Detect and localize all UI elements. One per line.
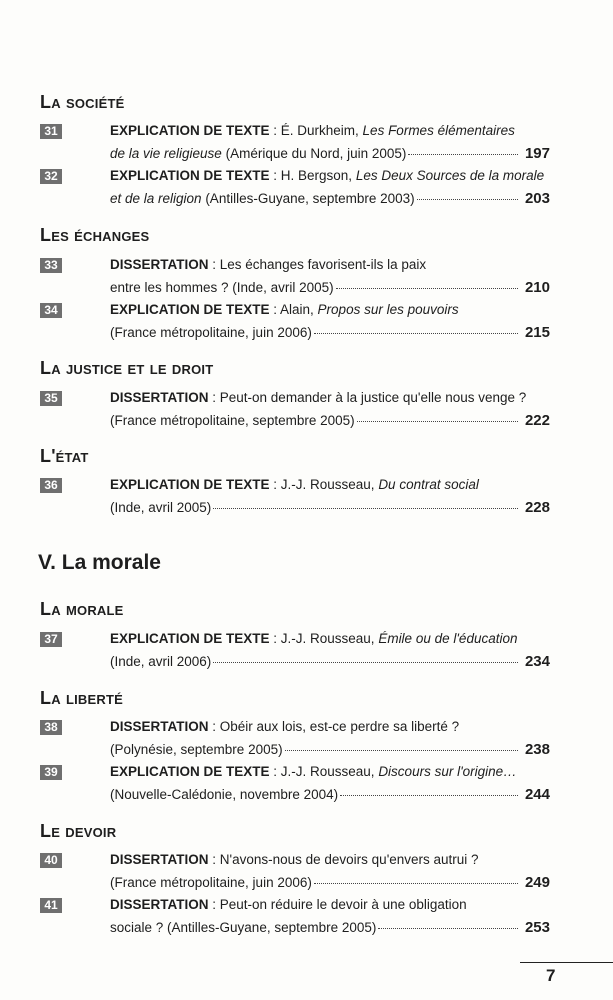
subject-number: 35 xyxy=(40,391,62,406)
dot-leader xyxy=(314,882,518,884)
entry-page: 244 xyxy=(524,786,550,803)
footer-rule xyxy=(520,962,613,963)
toc-entry[interactable] xyxy=(110,893,550,939)
toc-entry[interactable] xyxy=(110,715,550,761)
entry-text: : J.-J. Rousseau, xyxy=(269,477,379,492)
entry-kind: EXPLICATION DE TEXTE xyxy=(110,123,270,138)
dot-leader xyxy=(340,794,518,796)
subject-number: 32 xyxy=(40,169,62,184)
subject-number: 38 xyxy=(40,720,62,735)
section-heading: La société xyxy=(40,92,125,112)
entry-page: 238 xyxy=(524,741,550,758)
entry-work-title: Les Deux Sources de la morale xyxy=(355,168,545,183)
entry-text: : H. Bergson, xyxy=(269,168,356,183)
entry-source: (Inde, avril 2006) xyxy=(110,654,212,669)
entry-text: : Peut-on réduire le devoir à une obligation xyxy=(208,897,467,912)
entry-text: : J.-J. Rousseau, xyxy=(269,631,379,646)
entry-page: 197 xyxy=(524,145,550,162)
part-title: V. La morale xyxy=(38,551,161,574)
entry-text: : J.-J. Rousseau, xyxy=(269,764,379,779)
toc-entry[interactable] xyxy=(110,473,550,519)
entry-text: : Peut-on demander à la justice qu'elle nous venge ? xyxy=(208,390,527,405)
entry-work-title: Les Formes élémentaires xyxy=(362,123,515,138)
subject-number: 33 xyxy=(40,258,62,273)
entry-text: : É. Durkheim, xyxy=(269,123,363,138)
toc-entry[interactable] xyxy=(110,386,550,432)
entry-kind: EXPLICATION DE TEXTE xyxy=(110,477,270,492)
section-heading: Les échanges xyxy=(40,225,150,245)
entry-kind: EXPLICATION DE TEXTE xyxy=(110,168,270,183)
entry-work-title: Émile ou de l'éducation xyxy=(378,631,518,646)
entry-page: 249 xyxy=(524,874,550,891)
entry-kind: DISSERTATION xyxy=(110,390,209,405)
entry-kind: EXPLICATION DE TEXTE xyxy=(110,631,270,646)
toc-entry[interactable] xyxy=(110,848,550,894)
entry-kind: EXPLICATION DE TEXTE xyxy=(110,302,270,317)
dot-leader xyxy=(336,287,518,289)
entry-work-title: Propos sur les pouvoirs xyxy=(317,302,459,317)
subject-number: 37 xyxy=(40,632,62,647)
toc-entry[interactable] xyxy=(110,760,550,806)
dot-leader xyxy=(417,198,518,200)
entry-kind: DISSERTATION xyxy=(110,257,209,272)
entry-source: (Nouvelle-Calédonie, novembre 2004) xyxy=(110,787,339,802)
section-heading: La liberté xyxy=(40,688,123,708)
entry-source: entre les hommes ? (Inde, avril 2005) xyxy=(110,280,334,295)
entry-page: 215 xyxy=(524,324,550,341)
dot-leader xyxy=(357,420,518,422)
entry-work-title-cont: et de la religion xyxy=(110,191,202,206)
section-heading: Le devoir xyxy=(40,821,117,841)
subject-number: 39 xyxy=(40,765,62,780)
subject-number: 36 xyxy=(40,478,62,493)
entry-page: 210 xyxy=(524,279,550,296)
dot-leader xyxy=(314,332,518,334)
entry-source: (Inde, avril 2005) xyxy=(110,500,212,515)
subject-number: 31 xyxy=(40,124,62,139)
entry-work-title: Discours sur l'origine… xyxy=(378,764,517,779)
entry-text: : Obéir aux lois, est-ce perdre sa liberté ? xyxy=(208,719,460,734)
entry-source: sociale ? (Antilles-Guyane, septembre 2005) xyxy=(110,920,377,935)
subject-number: 41 xyxy=(40,898,62,913)
entry-text: : Alain, xyxy=(269,302,318,317)
subject-number: 40 xyxy=(40,853,62,868)
page-number: 7 xyxy=(546,966,556,985)
entry-source: (France métropolitaine, juin 2006) xyxy=(110,325,312,340)
entry-source: (Amérique du Nord, juin 2005) xyxy=(221,146,407,161)
entry-source: (France métropolitaine, septembre 2005) xyxy=(110,413,355,428)
dot-leader xyxy=(408,153,518,155)
entry-kind: DISSERTATION xyxy=(110,897,209,912)
entry-page: 234 xyxy=(524,653,550,670)
dot-leader xyxy=(378,927,518,929)
entry-source: (France métropolitaine, juin 2006) xyxy=(110,875,312,890)
section-heading: La justice et le droit xyxy=(40,358,214,378)
subject-number: 34 xyxy=(40,303,62,318)
entry-source: (Polynésie, septembre 2005) xyxy=(110,742,283,757)
toc-entry[interactable] xyxy=(110,627,550,673)
toc-entry[interactable] xyxy=(110,164,550,210)
section-heading: La morale xyxy=(40,599,124,619)
entry-text: : Les échanges favorisent-ils la paix xyxy=(208,257,427,272)
section-heading: L'état xyxy=(40,446,89,466)
entry-kind: DISSERTATION xyxy=(110,719,209,734)
entry-page: 253 xyxy=(524,919,550,936)
entry-page: 203 xyxy=(524,190,550,207)
entry-text: : N'avons-nous de devoirs qu'envers autrui ? xyxy=(208,852,479,867)
dot-leader xyxy=(213,507,518,509)
dot-leader xyxy=(213,661,518,663)
entry-work-title: Du contrat social xyxy=(378,477,479,492)
dot-leader xyxy=(285,749,518,751)
toc-entry[interactable] xyxy=(110,253,550,299)
toc-entry[interactable] xyxy=(110,119,550,165)
entry-page: 222 xyxy=(524,412,550,429)
entry-page: 228 xyxy=(524,499,550,516)
toc-entry[interactable] xyxy=(110,298,550,344)
entry-kind: DISSERTATION xyxy=(110,852,209,867)
entry-kind: EXPLICATION DE TEXTE xyxy=(110,764,270,779)
entry-source: (Antilles-Guyane, septembre 2003) xyxy=(201,191,415,206)
entry-work-title-cont: de la vie religieuse xyxy=(110,146,222,161)
